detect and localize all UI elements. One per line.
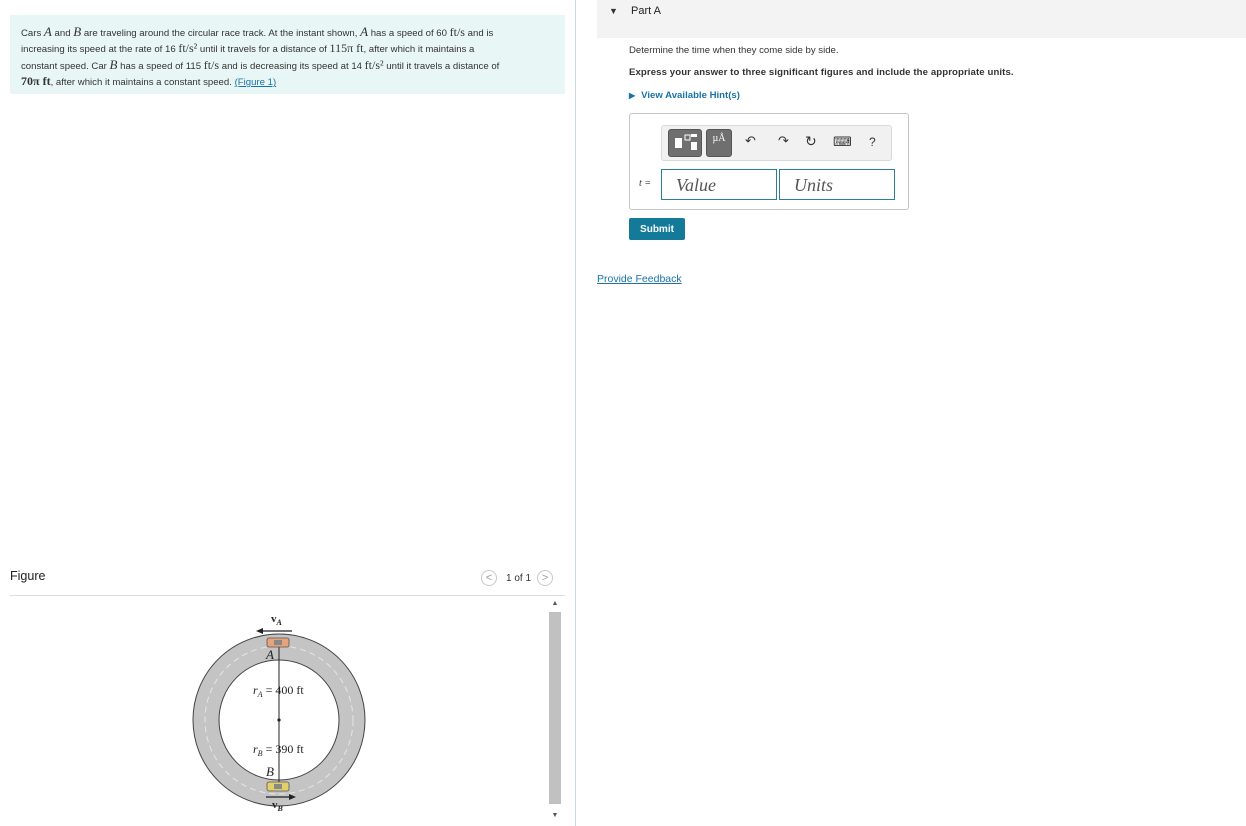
car-a-label: A (266, 647, 274, 662)
velocity-a-arrowhead (256, 628, 263, 634)
collapse-caret-icon[interactable]: ▼ (609, 6, 618, 16)
radius-b-label: $r_B = 390$ ft (253, 742, 304, 758)
keyboard-icon[interactable]: ⌨ (833, 134, 852, 149)
distance: 115π ft (329, 41, 364, 55)
var-b: B (109, 57, 118, 72)
view-hints-link[interactable] (629, 90, 740, 101)
mu-a-label: µÅ (712, 133, 726, 144)
text: has a speed of 115 (117, 61, 204, 72)
var-a: A (43, 24, 52, 39)
help-icon[interactable]: ? (869, 135, 876, 149)
undo-icon[interactable]: ↶ (745, 133, 756, 148)
car-a-window (274, 640, 282, 645)
problem-line-1 (21, 24, 555, 41)
question-text: Determine the time when they come side by side. (629, 45, 839, 56)
scroll-up-icon[interactable]: ▲ (551, 600, 559, 607)
car-b-window (274, 784, 282, 789)
text: and is (464, 28, 494, 39)
part-a-header[interactable] (597, 0, 1246, 38)
figure-link[interactable]: (Figure 1) (234, 77, 277, 88)
distance: 70π ft (21, 74, 51, 88)
text: increasing its speed at the rate of 16 (21, 44, 179, 55)
units-symbol-button[interactable] (706, 129, 732, 157)
unit: ft/s² (364, 58, 384, 72)
var-t: t = (639, 178, 652, 189)
text: has a speed of 60 (368, 28, 450, 39)
figure-heading: Figure (10, 569, 46, 583)
figure-scrollbar[interactable] (547, 596, 563, 826)
text: until it travels for a distance of (197, 44, 330, 55)
problem-statement (10, 15, 565, 94)
problem-line-3 (21, 57, 555, 74)
next-figure-button[interactable]: > (537, 570, 553, 586)
figure-count: 1 of 1 (506, 572, 532, 584)
text: , after which it maintains a (363, 44, 475, 55)
templates-icon (669, 130, 701, 156)
var-a: A (360, 24, 369, 39)
text: and is decreasing its speed at 14 (219, 61, 365, 72)
answer-box (629, 113, 909, 210)
var-b: B (73, 24, 82, 39)
problem-line-4 (21, 74, 555, 90)
text: until it travels a distance of (383, 61, 500, 72)
math-toolbar (661, 125, 892, 161)
divider (10, 595, 565, 596)
templates-button[interactable] (668, 129, 702, 157)
unit: ft/s (449, 25, 465, 39)
value-input[interactable]: Value (661, 169, 777, 200)
unit: ft/s² (178, 41, 198, 55)
figure-pager (481, 570, 553, 586)
scroll-down-icon[interactable]: ▼ (551, 812, 559, 819)
scroll-thumb[interactable] (549, 612, 561, 804)
part-title: Part A (631, 5, 661, 17)
submit-button[interactable]: Submit (629, 218, 685, 240)
text: Cars (21, 28, 44, 39)
variable-label (639, 178, 651, 189)
radius-a-label: $r_A = 400$ ft (253, 683, 304, 699)
velocity-a-label: $v_A$ (271, 613, 282, 627)
units-input[interactable]: Units (779, 169, 895, 200)
reset-icon[interactable]: ↻ (805, 133, 817, 149)
hint-caret-icon: ▶ (629, 91, 636, 100)
text: , after which it maintains a constant speed. (50, 77, 235, 88)
race-track-figure (180, 605, 380, 826)
panel-divider (575, 0, 576, 826)
text: are traveling around the circular race track. At the instant shown, (81, 28, 361, 39)
hints-label: View Available Hint(s) (641, 90, 740, 101)
redo-icon[interactable]: ↷ (778, 133, 789, 148)
text: and (51, 28, 74, 39)
prev-figure-button[interactable]: < (481, 570, 497, 586)
text: constant speed. Car (21, 61, 110, 72)
problem-line-2 (21, 41, 555, 57)
car-b-label: B (266, 764, 274, 779)
instruction-text: Express your answer to three significant figures and include the appropriate units. (629, 67, 1014, 78)
unit: ft/s (203, 58, 220, 72)
velocity-b-label: $v_B$ (272, 799, 283, 813)
provide-feedback-link[interactable]: Provide Feedback (597, 273, 682, 285)
